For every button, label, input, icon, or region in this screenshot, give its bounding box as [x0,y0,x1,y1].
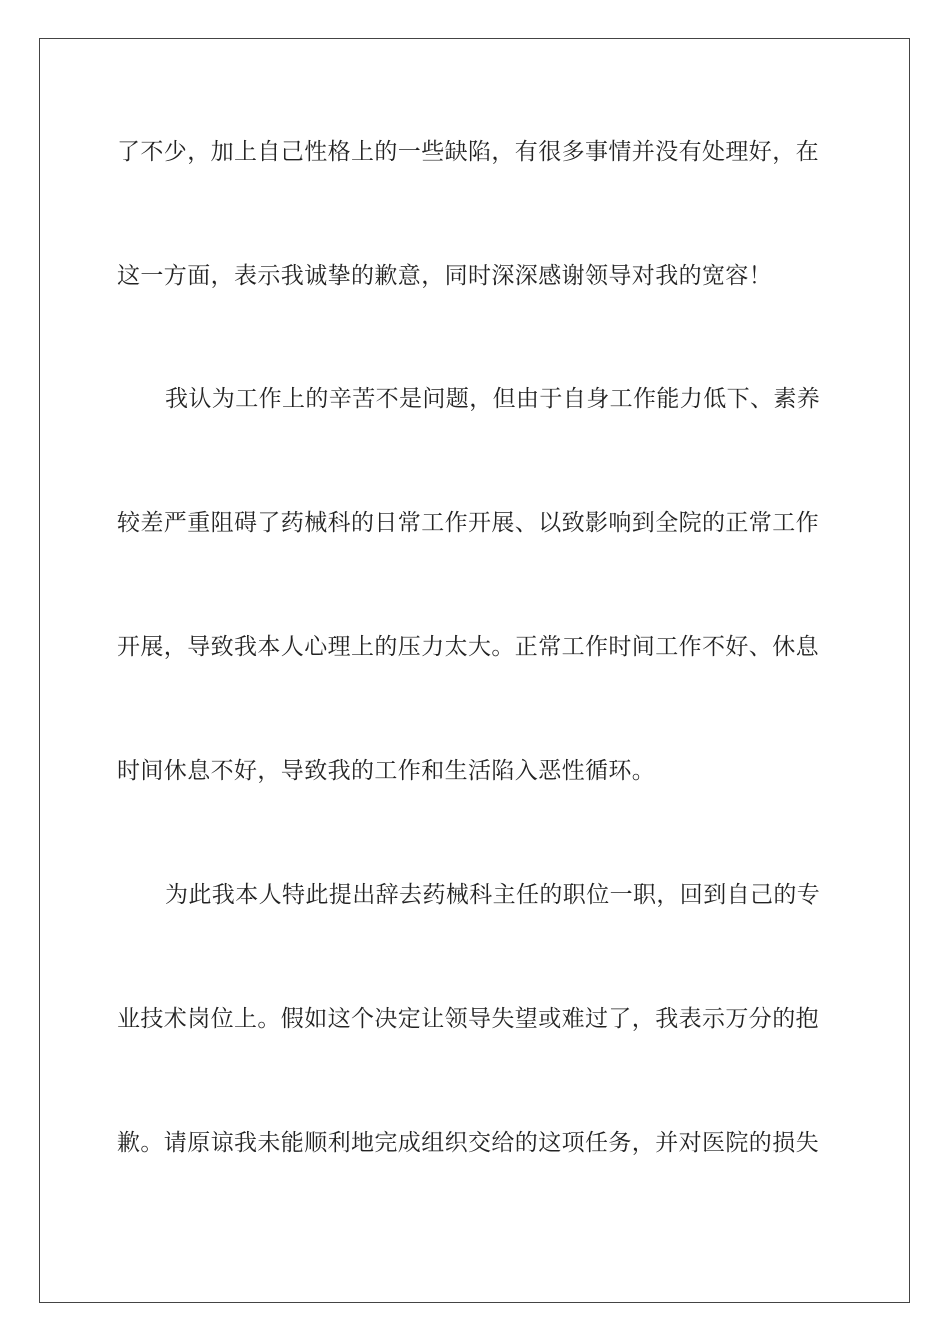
paragraph-start-line: 为此我本人特此提出辞去药械科主任的职位一职，回到自己的专 [165,882,821,908]
text-line: 开展，导致我本人心理上的压力太大。正常工作时间工作不好、休息 [117,634,819,660]
page-border [39,38,910,1303]
text-line: 时间休息不好，导致我的工作和生活陷入恶性循环。 [117,758,656,784]
text-line: 业技术岗位上。假如这个决定让领导失望或难过了，我表示万分的抱 [117,1006,819,1032]
paragraph-start-line: 我认为工作上的辛苦不是问题，但由于自身工作能力低下、素养 [165,386,821,412]
text-line: 歉。请原谅我未能顺利地完成组织交给的这项任务，并对医院的损失 [117,1130,819,1156]
text-line: 较差严重阻碍了药械科的日常工作开展、以致影响到全院的正常工作 [117,510,819,536]
text-line: 了不少，加上自己性格上的一些缺陷，有很多事情并没有处理好，在 [117,139,819,165]
text-line: 这一方面，表示我诚挚的歉意，同时深深感谢领导对我的宽容！ [117,263,773,289]
